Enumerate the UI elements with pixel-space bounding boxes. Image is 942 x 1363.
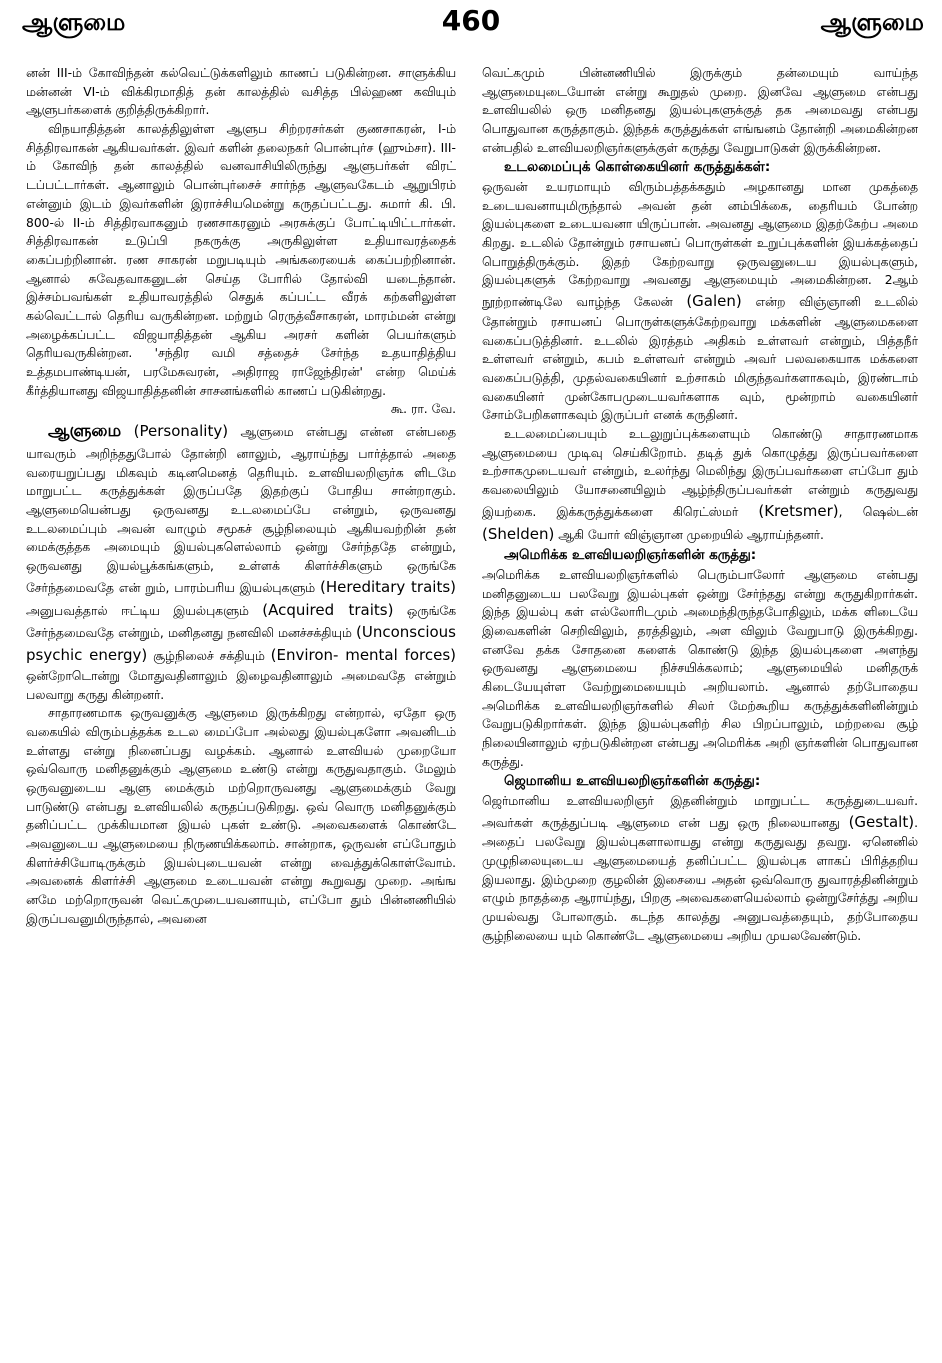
right-column xyxy=(482,64,918,1359)
paragraph: அமெரிக்க உளவியலறிஞர்களில் பெரும்பாலோர் ஆளுமை என்பது மனிதனுடைய பலவேறு இயல்புகள் ஒன்று சேர்ந்தது என்று கருதுகிறார்கள். இந்த இயல்பு கள் எல்லோரிடமும் அமைந்திருந்தபோதிலும், மக்க ளிடையே இவைகளின் செறிவிலும், தரத்திலும், அள விலும் வேறுபாடு இருக்கிறது. எனவே தக்க சோதனை களைக் கொண்டு இந்த இயல்புகளை அளந்து ஒருவனது ஆளுமையை நிச்சயிக்கலாம்; ஆளுமையில் மனிதருக் கிடையேயுள்ள வேற்றுமையையும் அறியலாம். ஆனால் தற்போதைய அமெரிக்க உளவியலறிஞர்களில் சிலர் மேற்கூறிய கருத்துக்களினின்றும் வேறுபடுகிறார்கள். இந்த இயல்புகளிற் சில பிறப்பாலும், மற்றவை சூழ் நிலையினாலும் ஏற்படுகின்றன என்பது அமெரிக்க அறி ஞர்களின் பொதுவான கருத்து. xyxy=(482,567,918,769)
header-right-title: ஆளுமை xyxy=(820,8,924,36)
section-heading: ஜெமானிய உளவியலறிஞர்களின் கருத்து: xyxy=(504,773,761,790)
paragraph: விநயாதித்தன் காலத்திலுள்ள ஆளுப சிற்றரசர்கள் குணசாகரன், I-ம் சித்திரவாகன் ஆகியவர்கள். இவர் களின் தலைநகர் பொன்புர்ச (ஹும்சா). III-ம் கோவிந் தன் காலத்தில் வனவாசியிலிருந்து ஆளுபர்கள் விரட் டப்பட்டார்கள். ஆனாலும் பொன்புர்சைச் சார்ந்த ஆளுவகேடம் ஆறுபிரம் என்னும் இடம் இவர்களின் இராச்சியமென்று கருதப்பட்டது. சுமார் கி. பி. 800-ல் II-ம் சித்திரவாகனும் ரணசாகரனும் அரசுக்குப் போட்டியிட்டார்கள். சித்திரவாகன் உடுப்பி நகருக்கு அருகிலுள்ள உதியாவரத்தைக் கைப்பற்றினான். ரண சாகரன் மறுபடியும் அங்கரையைக் கைப்பற்றினான். ஆனால் சுவேதவாகனுடன் செய்த போரில் தோல்வி யடைந்தான். இச்சம்பவங்கள் உதியாவரத்தில் செதுக் கப்பட்ட வீரக் கற்களிலுள்ள கல்வெட்டால் தெரிய வருகின்றன. மற்றும் ரெருத்வீசாகரன், மாரம்மன் என்று அழைக்கப்பட்ட விஜயாதித்தன் ஆகிய அரசர் களின் பெயர்களும் தெரியவருகின்றன. 'சந்திர வமி சத்தைச் சேர்ந்த உதயாதித்திய உத்தமபாண்டியன், பரமேசுவரன், அதிராஜ ராஜேந்திரன்' என்ற மெய்க் கீர்த்தியானது விஜயாதித்தனின் சாசனங்களில் காணப் படுகின்றது. xyxy=(26,122,456,398)
author-signature: கூ. ரா. வே. xyxy=(390,402,456,417)
page-number: 460 xyxy=(441,4,501,37)
section-heading: உடலமைப்புக் கொள்கையினர் கருத்துக்கள்: xyxy=(504,159,771,176)
article-title-english: (Personality) xyxy=(133,422,229,441)
paragraph: சாதாரணமாக ஒருவனுக்கு ஆளுமை இருக்கிறது என்றால், ஏதோ ஒரு வகையில் விரும்பத்தக்க உடல மைப்போ அல்லது இயல்புகளோ அவனிடம் உள்ளது என்று நினைப்பது வழக்கம். ஆனால் உளவியல் முறையோ ஒவ்வொரு மனிதனுக்கும் ஆளுமை உண்டு என்று கருதுவதாகும். மேலும் ஒருவனுடைய ஆளு மைக்கும் மற்றொருவனது ஆளுமைக்கும் வேறு பாடுண்டு என்பது உளவியலில் கருதப்படுகிறது. ஒவ் வொரு மனிதனுக்கும் தனிப்பட்ட முக்கியமான இயல் புகள் உண்டு. அவைகளைக் கொண்டே அவனுடைய ஆளுமையை நிருணயிக்கலாம். சான்றாக, ஒருவன் எப்போதும் கிளர்ச்சியோடிருக்கும் இயல்புடையவன் என்று வைத்துக்கொள்வோம். அவனைக் கிளர்ச்சி ஆளுமை உடையவன் என்று கூறுவது முறை. அங்ங னமே மற்றொருவன் வெட்கமுடையவனாயும், எப்போ தும் பின்னணியில் இருப்பவனுமிருந்தால், அவனை xyxy=(26,706,456,926)
left-column xyxy=(26,64,456,1359)
paragraph: ஜெர்மானிய உளவியலறிஞர் இதனின்றும் மாறுபட்ட கருத்துடையவர். அவர்கள் கருத்துப்படி ஆளுமை என் பது ஒரு நிலையானது (Gestalt). அதைப் பலவேறு இயல்புகளாலாயது என்று கருதுவது தவறு. ஏனெனில் முழுநிலையுடைய ஆளுமையைத் தனிப்பட்ட இயல்புக ளாகப் பிரித்தறிய இயலாது. இம்முறை குழலின் இசையை அதன் ஒவ்வொரு துவாரத்தினின்றும் எழும் நாதத்தை ஆராய்ந்து, பிறகு அவைகளையெல்லாம் ஒன்றுசேர்த்து அறிய முயல்வது போலாகும். கடந்த காலத்து அனுபவத்தையும், தற்போதைய சூழ்நிலையை யும் கொண்டே ஆளுமையை அறிய முயலவேண்டும். xyxy=(482,793,918,943)
article-title: ஆளுமை xyxy=(48,421,122,442)
page-header xyxy=(0,0,942,46)
section-heading: அமெரிக்க உளவியலறிஞர்களின் கருத்து: xyxy=(504,547,757,564)
paragraph: னன் III-ம் கோவிந்தன் கல்வெட்டுக்களிலும் காணப் படுகின்றன. சாளுக்கிய மன்னன் VI-ம் விக்கிரமாதித் தன் காலத்தில் வசித்த பில்ஹண கவியும் ஆளுபர்களைக் குறித்திருக்கிறார். xyxy=(26,66,456,118)
paragraph: ஒருவன் உயரமாயும் விரும்பத்தக்கதும் அழகானது மான முகத்தை உடையவனாயுமிருந்தால் அவன் தன் னம்பிக்கை, தைரியம் போன்ற இயல்புகளை உடையவனா யிருப்பான். அவனது ஆளுமை இதற்கேற்ப அமை கிறது. உடலில் தோன்றும் ரசாயனப் பொருள்கள் உறுப்புக்களின் இயக்கத்தைப் பொறுத்திருக்கும். இதற் கேற்றவாறு ஒருவனுடைய இயல்புகளும், இயல்புகளுக் கேற்றவாறு அவனது ஆளுமையும் அமைகின்றன. 2ஆம் நூற்றாண்டிலே வாழ்ந்த கேலன் (Galen) என்ற விஞ்ஞானி உடலில் தோன்றும் ரசாயனப் பொருள்களுக்கேற்றவாறு மக்களின் ஆளுமைகளை வகைப்படுத்தினர். உடலில் இரத்தம் அதிகம் உள்ளவர் என்றும், பித்தநீர் உள்ளவர் என்றும், கபம் உள்ளவர் என்றும் அவர் பலவகையாக மக்களை வகைப்படுத்தி, முதல்வகையினர் உற்சாகம் மிகுந்தவர்களாகவும், இரண்டாம் வகையினர் முன்கோபமுடையவர்களாக வும், மூன்றாம் வகையினர் சோம்பேறிகளாகவும் இருப்பர் எனக் கருதினர். xyxy=(482,179,918,423)
header-left-title: ஆளுமை xyxy=(22,8,126,36)
paragraph: உடலமைப்பையும் உடலுறுப்புக்களையும் கொண்டு சாதாரணமாக ஆளுமையை முடிவு செய்கிறோம். தடித் துக் கொழுத்து இருப்பவர்களை உற்சாகமுடையவர் என்றும், உலர்ந்து மெலிந்து இருப்பவர்களை எப்போ தும் கவலையிலும் யோசனையிலும் ஆழ்ந்திருப்பவர்கள் என்றும் கருதுவது இயற்கை. இக்கருத்துக்களை கிரெட்ஸ்மர் (Kretsmer), ஷெல்டன் (Shelden) ஆகி யோர் விஞ்ஞான முறையில் ஆராய்ந்தனர். xyxy=(482,427,918,543)
paragraph: வெட்கமும் பின்னணியில் இருக்கும் தன்மையும் வாய்ந்த ஆளுமையுடையோன் என்று கூறுதல் முறை. இனவே ஆளுமை என்பது உளவியலில் ஒரு மனிதனது இயல்புகளுக்குத் தக அமைவது என்பது பொதுவான கருத்தாகும். இந்தக் கருத்துக்கள் எங்ஙனம் தோன்றி அமைகின்றன என்பதில் உளவியலறிஞர்களுக்குள் கருத்து வேறுபாடுகள் இருக்கின்றன. xyxy=(482,66,918,155)
article-paragraph: ஆளுமை (Personality) ஆளுமை என்பது என்ன என்பதை யாவரும் அறிந்ததுபோல் தோன்றி னாலும், ஆராய்ந்து பார்த்தால் அதை வரையறுப்பது மிகவும் கடினமெனத் தெரியும். உளவியலறிஞர்க ளிடமே மாறுபட்ட கருத்துக்கள் இருப்பதே இதற்குப் போதிய சான்றாகும். ஆளுமையென்பது ஒருவனது உடலமைப்பே என்றும், ஒருவனது உடலமைப்பும் அவன் வாழும் சமூகச் சூழ்நிலையும் ஆகியவற்றின் தன் மைக்குத்தக அமையும் இயல்புகளெல்லாம் ஒன்று சேர்ந்ததே என்றும், ஒருவனது இயல்பூக்கங்களும், உள்ளக் கிளர்ச்சிகளும் ஒருங்கே சேர்ந்தமைவதே என் றும், பாரம்பரிய இயல்புகளும் (Hereditary traits) அனுபவத்தால் ஈட்டிய இயல்புகளும் (Acquired traits) ஒருங்கே சேர்ந்தமைவதே என்றும், மனிதனது நனவிலி மனச்சக்தியும் (Unconscious psychic energy) சூழ்நிலைச் சக்தியும் (Environ- mental forces) ஒன்றோடொன்று மோதுவதினாலும் இழைவதினாலும் அமைவதே என்றும் பலவாறு கருது கின்றனர். xyxy=(26,421,456,702)
